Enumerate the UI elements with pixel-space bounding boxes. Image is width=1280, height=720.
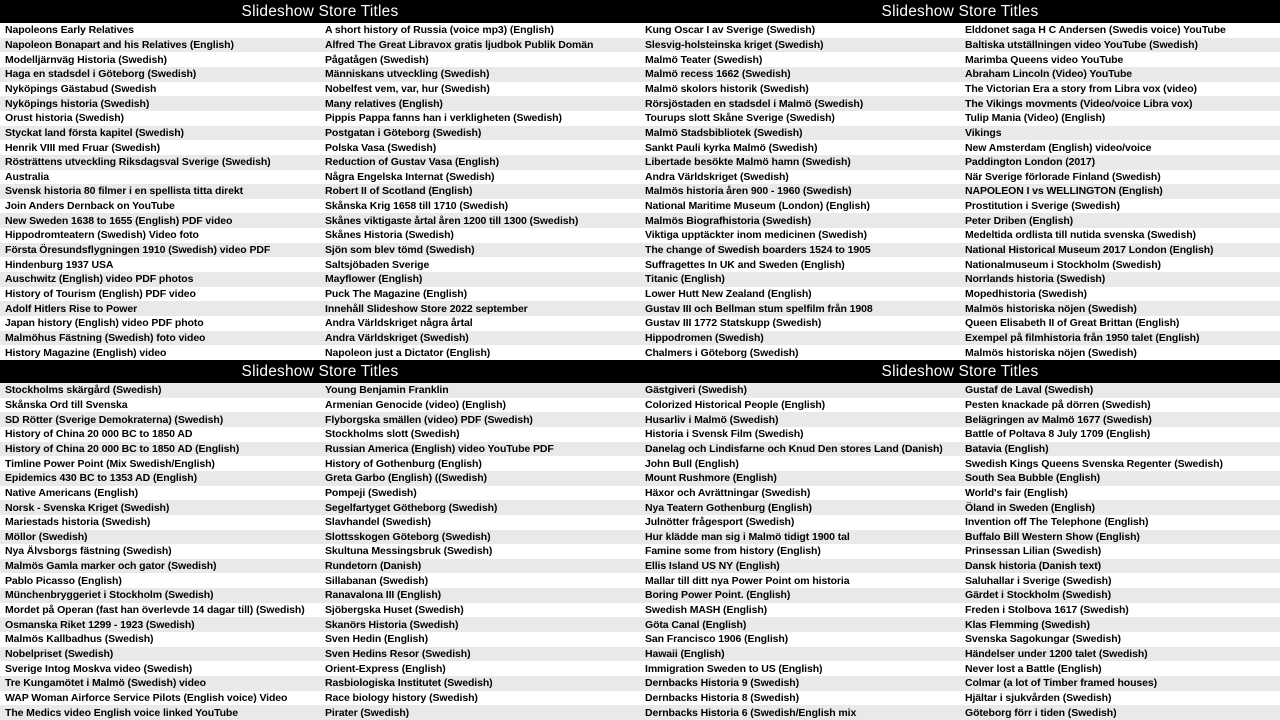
title-item: The change of Swedish boarders 1524 to 1905: [640, 243, 960, 258]
header-bar-middle: [0, 360, 1280, 383]
title-item: Puck The Magazine (English): [325, 288, 467, 301]
title-item: John Bull (English): [645, 457, 739, 470]
title-item: Timline Power Point (Mix Swedish/English): [5, 457, 215, 470]
page-title-middle-right: Slideshow Store Titles: [881, 362, 1039, 380]
title-item: The Victorian Era a story from Libra vox (video): [965, 82, 1197, 95]
title-item: Peter Driben (English): [960, 213, 1280, 228]
title-item: Rösträttens utveckling Riksdagsval Sverige (Swedish): [0, 155, 320, 170]
title-item: Swedish MASH (English): [645, 604, 768, 617]
title-item: Buffalo Bill Western Show (English): [960, 530, 1280, 545]
title-item: Malmös historia åren 900 - 1960 (Swedish): [640, 184, 960, 199]
title-item: Mopedhistoria (Swedish): [965, 288, 1087, 301]
title-item: Skånes Historia (Swedish): [325, 229, 454, 242]
title-item: Japan history (English) video PDF photo: [5, 317, 204, 330]
title-item: Hawaii (English): [640, 647, 960, 662]
title-item: Lower Hutt New Zealand (English): [645, 288, 812, 301]
title-item: Auschwitz (English) video PDF photos: [0, 272, 320, 287]
title-item: Skultuna Messingsbruk (Swedish): [325, 545, 493, 558]
title-item: History of Tourism (English) PDF video: [5, 288, 196, 301]
title-item: Tre Kungamötet i Malmö (Swedish) video: [0, 676, 320, 691]
title-item: Mariestads historia (Swedish): [5, 516, 151, 529]
title-item: Prinsessan Lilian (Swedish): [965, 545, 1102, 558]
title-item: World's fair (English): [965, 486, 1068, 499]
title-item: Hjältar i sjukvården (Swedish): [965, 692, 1112, 705]
title-item: Hindenburg 1937 USA: [5, 258, 114, 271]
title-item: Dernbacks Historia 9 (Swedish): [640, 676, 960, 691]
title-item: Prostitution i Sverige (Swedish): [965, 200, 1120, 213]
title-item: South Sea Bubble (English): [960, 471, 1280, 486]
title-item: Malmös Biografhistoria (Swedish): [640, 213, 960, 228]
title-item: Gustaf de Laval (Swedish): [960, 383, 1280, 398]
title-item: Nationalmuseum i Stockholm (Swedish): [965, 258, 1161, 271]
title-item: National Maritime Museum (London) (English): [645, 200, 870, 213]
title-item: Nya Teatern Gothenburg (English): [640, 500, 960, 515]
title-item: Swedish Kings Queens Svenska Regenter (Swedish): [965, 457, 1223, 470]
title-item: Libertade besökte Malmö hamn (Swedish): [640, 155, 960, 170]
title-item: Innehåll Slideshow Store 2022 september: [320, 301, 640, 316]
title-item: History of China 20 000 BC to 1850 AD (English): [0, 442, 320, 457]
title-item: Andra Världskriget några årtal: [325, 317, 473, 330]
title-item: Epidemics 430 BC to 1353 AD (English): [0, 471, 320, 486]
title-item: Gästgiveri (Swedish): [640, 383, 960, 398]
title-item: Modelljärnväg Historia (Swedish): [5, 53, 167, 66]
title-item: Freden i Stolbova 1617 (Swedish): [965, 604, 1129, 617]
title-item: History of China 20 000 BC to 1850 AD: [5, 428, 193, 441]
title-item: Nyköpings Gästabud (Swedish: [5, 82, 157, 95]
title-item: Malmö recess 1662 (Swedish): [640, 67, 960, 82]
title-item: Join Anders Dernback on YouTube: [5, 200, 175, 213]
title-item: Viktiga upptäckter inom medicinen (Swedish): [645, 229, 867, 242]
title-item: The Vikings movments (Video/voice Libra vox): [960, 96, 1280, 111]
titles-section-top: [0, 23, 1280, 360]
title-item: Människans utveckling (Swedish): [320, 67, 640, 82]
title-item: Göteborg förr i tiden (Swedish): [960, 705, 1280, 720]
page-title-top-right: Slideshow Store Titles: [881, 2, 1039, 20]
title-item: Nobelpriset (Swedish): [0, 647, 320, 662]
title-item: Saluhallar i Sverige (Swedish): [965, 574, 1112, 587]
title-item: Slavhandel (Swedish): [325, 516, 431, 529]
title-item: Styckat land första kapitel (Swedish): [0, 126, 320, 141]
title-item: Greta Garbo (English) ((Swedish): [320, 471, 640, 486]
title-item: Invention off The Telephone (English): [965, 516, 1149, 529]
titles-section-bottom: [0, 383, 1280, 720]
title-item: Ellis Island US NY (English): [640, 559, 960, 574]
title-item: Colmar (a lot of Timber framed houses): [960, 676, 1280, 691]
title-item: Gustav III 1772 Statskupp (Swedish): [645, 317, 822, 330]
title-item: Husarliv i Malmö (Swedish): [640, 412, 960, 427]
title-item: Sillabanan (Swedish): [325, 574, 429, 587]
title-item: Suffragettes In UK and Sweden (English): [645, 258, 845, 271]
title-item: Elddonet saga H C Andersen (Swedis voice) YouTube: [965, 24, 1226, 37]
title-item: A short history of Russia (voice mp3) (English): [325, 24, 554, 37]
header-bar-top: [0, 0, 1280, 23]
title-item: När Sverige förlorade Finland (Swedish): [965, 170, 1161, 183]
title-item: Battle of Poltava 8 July 1709 (English): [965, 428, 1151, 441]
title-item: Belägringen av Malmö 1677 (Swedish): [960, 412, 1280, 427]
title-item: Tulip Mania (Video) (English): [965, 112, 1106, 125]
title-item: Mayflower (English): [320, 272, 640, 287]
title-item: Famine some from history (English): [645, 545, 821, 558]
title-item: Dernbacks Historia 8 (Swedish): [645, 692, 799, 705]
title-item: History Magazine (English) video: [5, 346, 167, 359]
title-item: Many relatives (English): [320, 96, 640, 111]
title-item: Medeltida ordlista till nutida svenska (Swedish): [965, 229, 1196, 242]
title-item: Napoleon Bonapart and his Relatives (English): [0, 38, 320, 53]
page-title-middle-left: Slideshow Store Titles: [241, 362, 399, 380]
title-item: Svensk historia 80 filmer i en spellista titta direkt: [0, 184, 320, 199]
title-item: The Medics video English voice linked YouTube: [0, 705, 320, 720]
title-item: Postgatan i Göteborg (Swedish): [320, 126, 640, 141]
title-item: Immigration Sweden to US (English): [645, 662, 823, 675]
title-item: Reduction of Gustav Vasa (English): [320, 155, 640, 170]
title-item: Malmös Kallbadhus (Swedish): [5, 633, 154, 646]
page-title-top-left: Slideshow Store Titles: [241, 2, 399, 20]
title-item: History of Gothenburg (English): [325, 457, 482, 470]
title-item: Never lost a Battle (English): [965, 662, 1102, 675]
title-item: Rasbiologiska Institutet (Swedish): [320, 676, 640, 691]
title-item: Paddington London (2017): [960, 155, 1280, 170]
title-item: Hippodromen (Swedish): [640, 331, 960, 346]
title-item: Danelag och Lindisfarne och Knud Den stores Land (Danish): [640, 442, 960, 457]
title-item: Julnötter frågesport (Swedish): [645, 516, 795, 529]
title-item: Colorized Historical People (English): [645, 398, 826, 411]
title-item: Haga en stadsdel i Göteborg (Swedish): [0, 67, 320, 82]
title-item: Ranavalona III (English): [320, 588, 640, 603]
title-item: Sven Hedins Resor (Swedish): [320, 647, 640, 662]
title-item: Slesvig-holsteinska kriget (Swedish): [640, 38, 960, 53]
title-item: Titanic (English): [640, 272, 960, 287]
title-item: Nya Älvsborgs fästning (Swedish): [5, 545, 172, 558]
title-item: Young Benjamin Franklin: [320, 383, 640, 398]
title-item: Öland in Sweden (English): [960, 500, 1280, 515]
title-item: Nyköpings historia (Swedish): [0, 96, 320, 111]
title-item: Sven Hedin (English): [325, 633, 429, 646]
title-item: Dansk historia (Danish text): [960, 559, 1280, 574]
title-item: Gustav III och Bellman stum spelfilm från 1908: [640, 301, 960, 316]
title-item: Händelser under 1200 talet (Swedish): [960, 647, 1280, 662]
title-item: Andra Världskriget (Swedish): [320, 331, 640, 346]
title-item: Svenska Sagokungar (Swedish): [965, 633, 1121, 646]
title-item: Russian America (English) video YouTube PDF: [320, 442, 640, 457]
title-item: Native Americans (English): [5, 486, 138, 499]
title-item: Slottsskogen Göteborg (Swedish): [320, 530, 640, 545]
title-item: Historia i Svensk Film (Swedish): [645, 428, 804, 441]
title-item: Alfred The Great Libravox gratis ljudbok Publik Domän: [320, 38, 640, 53]
title-item: Vikings: [960, 126, 1280, 141]
title-item: WAP Woman Airforce Service Pilots (English voice) Video: [5, 692, 288, 705]
title-item: Malmös historiska nöjen (Swedish): [960, 301, 1280, 316]
title-item: Pippis Pappa fanns han i verkligheten (Swedish): [325, 112, 562, 125]
title-item: Napoleon just a Dictator (English): [325, 346, 491, 359]
title-item: Sverige Intog Moskva video (Swedish): [5, 662, 193, 675]
title-item: Pirater (Swedish): [320, 705, 640, 720]
title-item: Klas Flemming (Swedish): [960, 617, 1280, 632]
title-item: Stockholms slott (Swedish): [325, 428, 460, 441]
title-item: Dernbacks Historia 6 (Swedish/English mix: [640, 705, 960, 720]
title-item: Malmös historiska nöjen (Swedish): [965, 346, 1137, 359]
title-item: Mount Rushmore (English): [640, 471, 960, 486]
title-item: Australia: [5, 170, 50, 183]
title-item: New Amsterdam (English) video/voice: [965, 141, 1152, 154]
title-item: Marimba Queens video YouTube: [965, 53, 1124, 66]
title-item: Gärdet i Stockholm (Swedish): [960, 588, 1280, 603]
title-item: Norrlands historia (Swedish): [960, 272, 1280, 287]
title-item: Robert II of Scotland (English): [320, 184, 640, 199]
title-item: Queen Elisabeth II of Great Brittan (English): [965, 317, 1180, 330]
title-item: Baltiska utställningen video YouTube (Swedish): [960, 38, 1280, 53]
title-item: Andra Världskriget (Swedish): [645, 170, 789, 183]
title-item: Malmöhus Fästning (Swedish) foto video: [0, 331, 320, 346]
title-item: Sjön som blev tömd (Swedish): [320, 243, 640, 258]
title-item: Sankt Pauli kyrka Malmö (Swedish): [645, 141, 818, 154]
title-item: Mordet på Operan (fast han överlevde 14 dagar till) (Swedish): [5, 604, 305, 617]
title-item: Tourups slott Skåne Sverige (Swedish): [645, 112, 835, 125]
title-item: Abraham Lincoln (Video) YouTube: [960, 67, 1280, 82]
title-item: Exempel på filmhistoria från 1950 talet (English): [960, 331, 1280, 346]
title-item: Nobelfest vem, var, hur (Swedish): [325, 82, 490, 95]
title-item: Henrik VIII med Fruar (Swedish): [5, 141, 161, 154]
title-item: Sjöbergska Huset (Swedish): [325, 604, 464, 617]
title-item: New Sweden 1638 to 1655 (English) PDF video: [0, 213, 320, 228]
title-item: National Historical Museum 2017 London (English): [960, 243, 1280, 258]
title-item: Pågatågen (Swedish): [325, 53, 429, 66]
title-item: Osmanska Riket 1299 - 1923 (Swedish): [0, 617, 320, 632]
title-item: Malmös Gamla marker och gator (Swedish): [0, 559, 320, 574]
title-item: Napoleons Early Relatives: [5, 24, 134, 37]
title-item: Hur klädde man sig i Malmö tidigt 1900 tal: [640, 530, 960, 545]
title-item: Skånes viktigaste årtal åren 1200 till 1300 (Swedish): [320, 213, 640, 228]
title-item: Skånska Ord till Svenska: [5, 398, 128, 411]
title-item: Hippodromteatern (Swedish) Video foto: [5, 229, 199, 242]
title-item: Adolf Hitlers Rise to Power: [0, 301, 320, 316]
title-item: Malmö Teater (Swedish): [645, 53, 763, 66]
title-item: Pesten knackade på dörren (Swedish): [965, 398, 1151, 411]
title-item: Boring Power Point. (English): [640, 588, 960, 603]
title-item: Malmö Stadsbibliotek (Swedish): [640, 126, 960, 141]
title-item: Skanörs Historia (Swedish): [320, 617, 640, 632]
title-item: Batavia (English): [960, 442, 1280, 457]
title-item: Flyborgska smällen (video) PDF (Swedish): [320, 412, 640, 427]
title-item: Mallar till ditt nya Power Point om historia: [645, 574, 850, 587]
title-item: Malmö skolors historik (Swedish): [645, 82, 809, 95]
title-item: Pablo Picasso (English): [5, 574, 122, 587]
title-item: Norsk - Svenska Kriget (Swedish): [0, 500, 320, 515]
title-item: Rörsjöstaden en stadsdel i Malmö (Swedish): [640, 96, 960, 111]
title-item: NAPOLEON I vs WELLINGTON (English): [960, 184, 1280, 199]
title-item: Münchenbryggeriet i Stockholm (Swedish): [0, 588, 320, 603]
title-item: Orient-Express (English): [325, 662, 446, 675]
title-item: Pompeji (Swedish): [325, 486, 417, 499]
title-item: Race biology history (Swedish): [325, 692, 478, 705]
title-item: Chalmers i Göteborg (Swedish): [645, 346, 799, 359]
title-item: Saltsjöbaden Sverige: [325, 258, 430, 271]
title-item: Orust historia (Swedish): [5, 112, 124, 125]
title-item: Några Engelska Internat (Swedish): [325, 170, 495, 183]
title-item: San Francisco 1906 (English): [645, 633, 789, 646]
title-item: Första Öresundsflygningen 1910 (Swedish) video PDF: [0, 243, 320, 258]
title-item: Polska Vasa (Swedish): [325, 141, 437, 154]
title-item: Rundetorn (Danish): [320, 559, 640, 574]
title-item: Kung Oscar I av Sverige (Swedish): [645, 24, 816, 37]
title-item: Stockholms skärgård (Swedish): [0, 383, 320, 398]
title-item: Segelfartyget Götheborg (Swedish): [320, 500, 640, 515]
title-item: Möllor (Swedish): [0, 530, 320, 545]
title-item: Skånska Krig 1658 till 1710 (Swedish): [325, 200, 509, 213]
title-item: Häxor och Avrättningar (Swedish): [645, 486, 811, 499]
title-item: Armenian Genocide (video) (English): [325, 398, 506, 411]
title-item: SD Rötter (Sverige Demokraterna) (Swedish): [0, 412, 320, 427]
title-item: Göta Canal (English): [640, 617, 960, 632]
